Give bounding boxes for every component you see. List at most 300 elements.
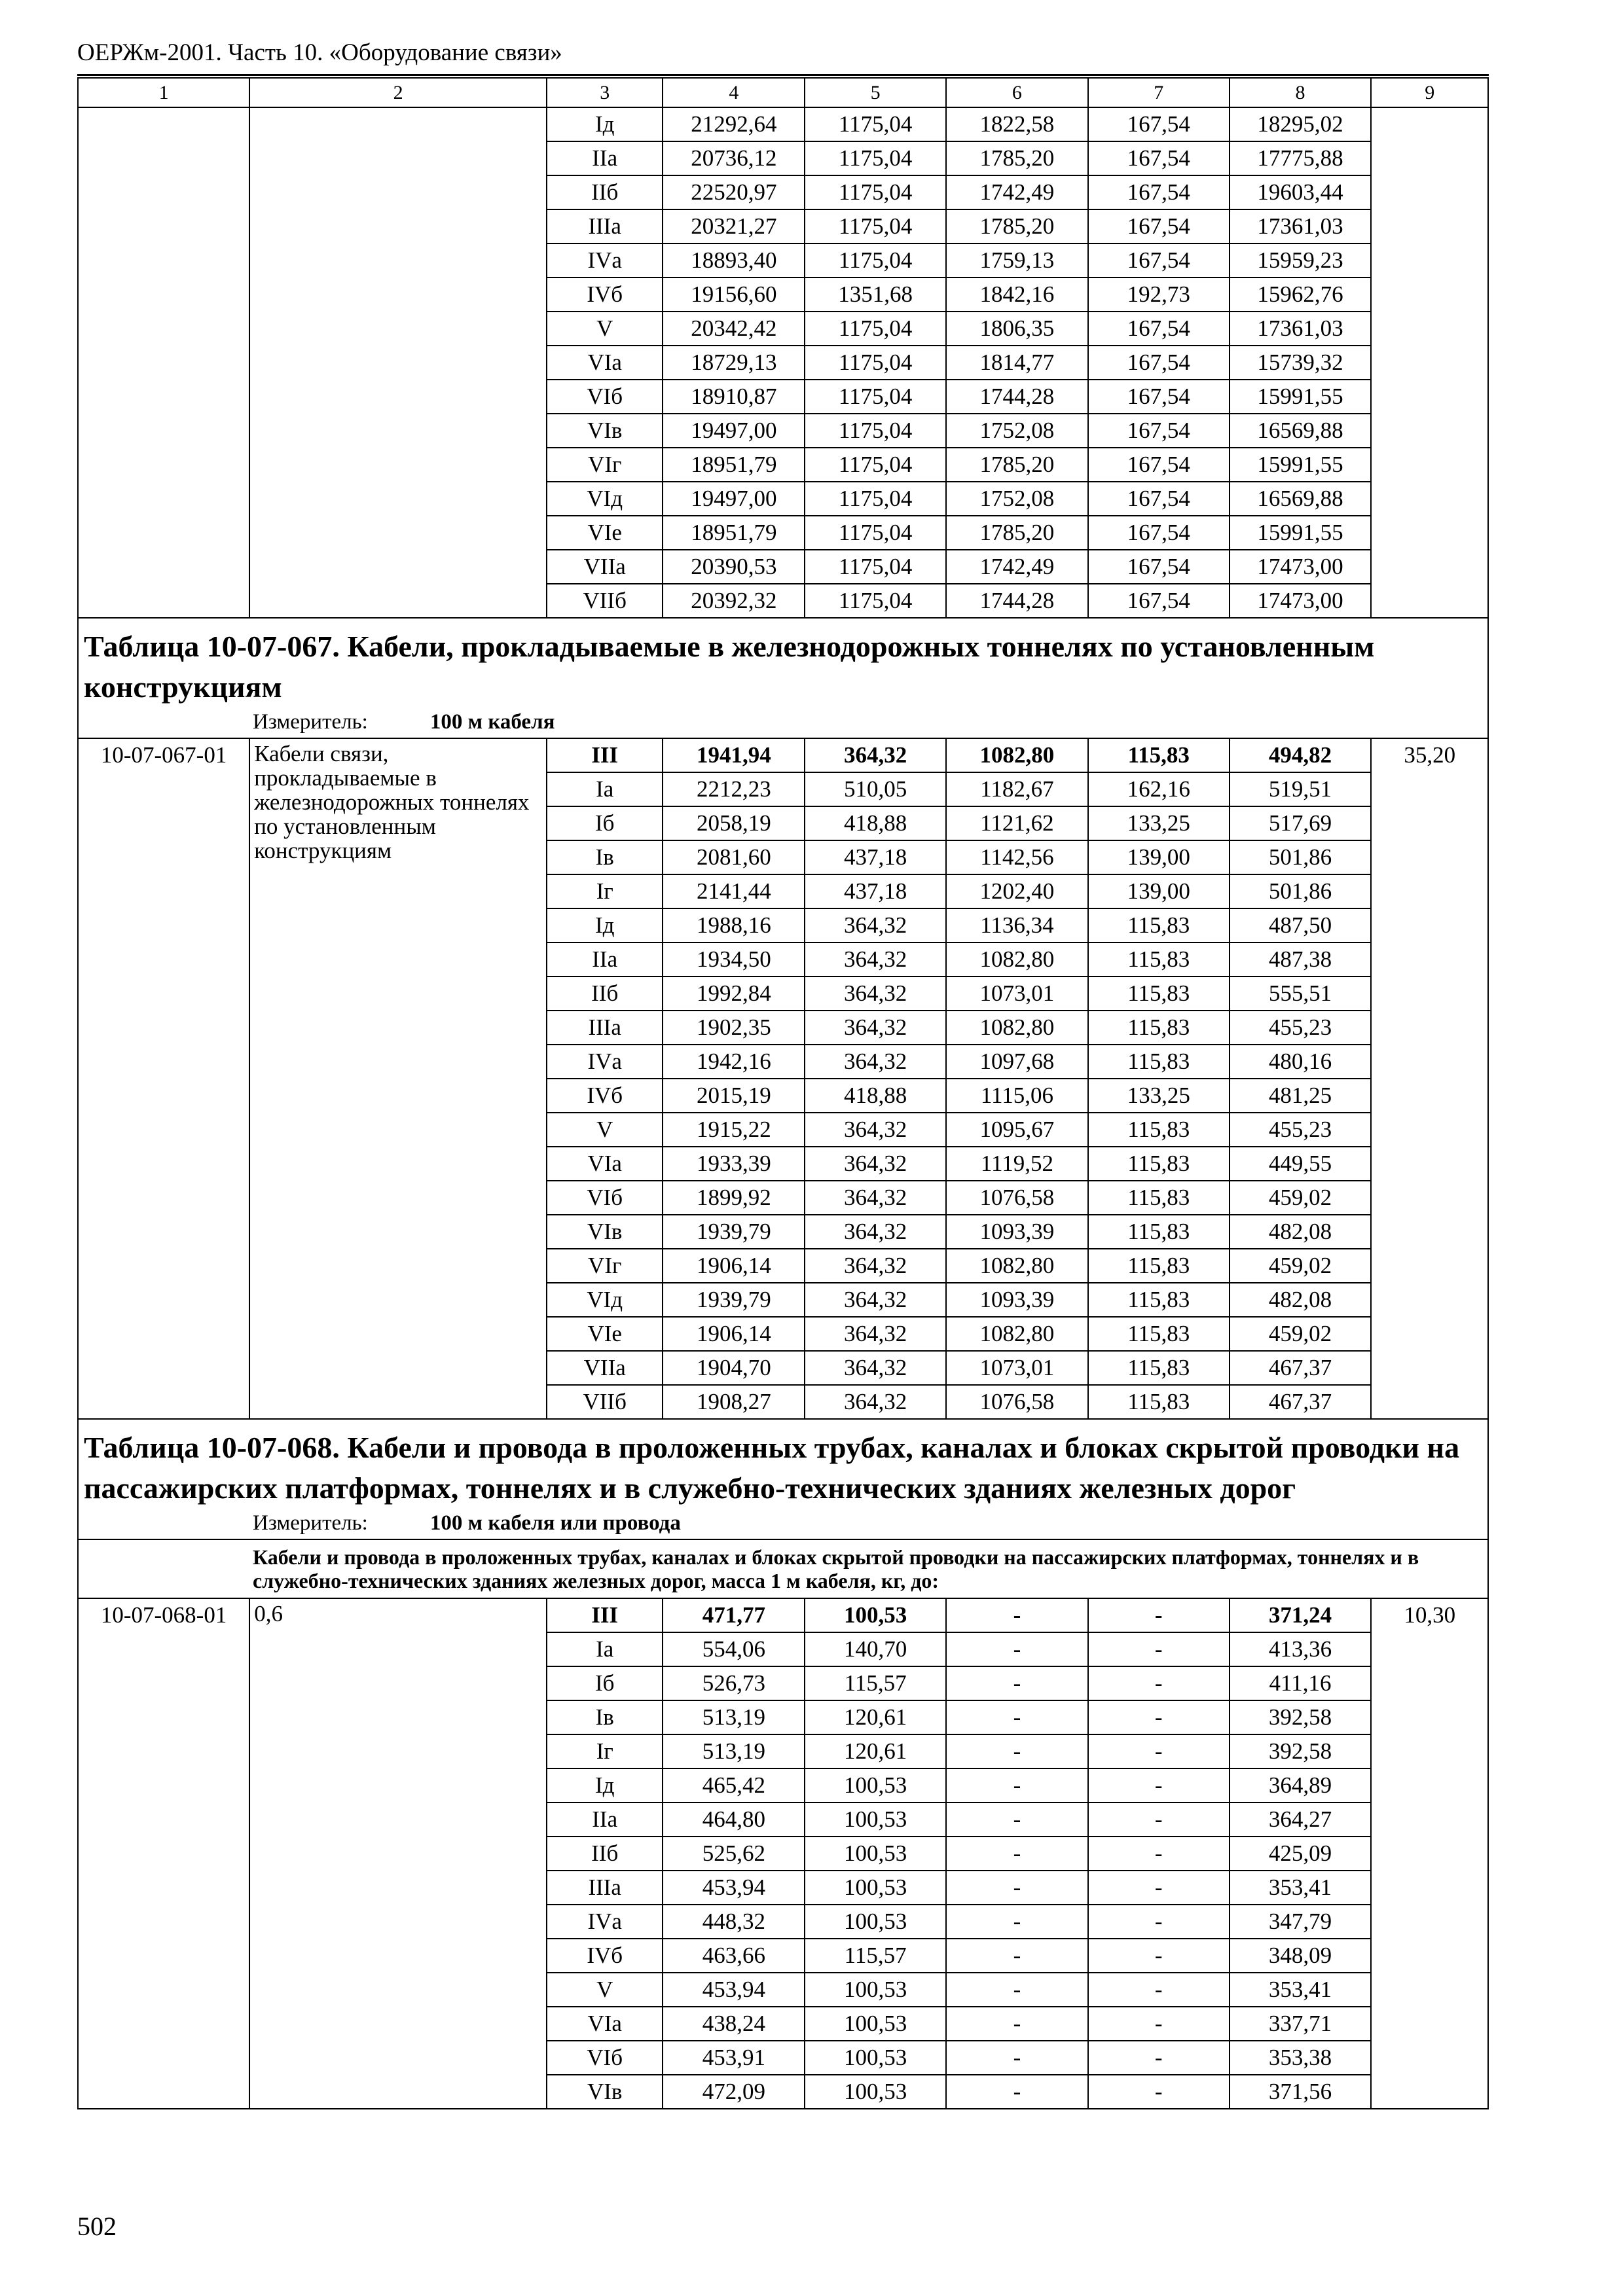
value-cell: 526,73 (663, 1666, 805, 1700)
value-cell: 17361,03 (1230, 209, 1372, 243)
value-cell: 100,53 (805, 1871, 946, 1905)
value-cell: 482,08 (1230, 1283, 1372, 1317)
value-cell: 1742,49 (946, 550, 1088, 584)
value-cell: 115,83 (1088, 1181, 1230, 1215)
zone-cell: VIIа (547, 1351, 663, 1385)
value-cell: 17473,00 (1230, 550, 1372, 584)
value-cell: 167,54 (1088, 175, 1230, 209)
value-cell: 364,32 (805, 1011, 946, 1045)
value-cell: - (946, 1700, 1088, 1734)
value-cell: 1082,80 (946, 1317, 1088, 1351)
value-cell: 167,54 (1088, 209, 1230, 243)
value-cell: - (1088, 2041, 1230, 2075)
value-cell: 1785,20 (946, 141, 1088, 175)
value-cell: 18729,13 (663, 346, 805, 380)
value-cell: 1941,94 (663, 738, 805, 772)
value-cell: 162,16 (1088, 772, 1230, 806)
value-cell: 348,09 (1230, 1939, 1372, 1973)
rates-table (77, 77, 1489, 2109)
value-cell: 1202,40 (946, 874, 1088, 908)
value-cell: 115,83 (1088, 1385, 1230, 1419)
value-cell: - (1088, 1939, 1230, 1973)
value-cell: - (1088, 1666, 1230, 1700)
value-cell: 1785,20 (946, 516, 1088, 550)
value-cell: 453,91 (663, 2041, 805, 2075)
value-cell: 437,18 (805, 874, 946, 908)
measure-value: 100 м кабеля (429, 710, 555, 734)
value-cell: 20342,42 (663, 312, 805, 346)
value-cell: 438,24 (663, 2007, 805, 2041)
value-cell: 1097,68 (946, 1045, 1088, 1079)
column-number: 6 (946, 78, 1088, 107)
value-cell: 100,53 (805, 2075, 946, 2109)
value-cell: - (946, 1768, 1088, 1803)
value-cell: 1175,04 (805, 346, 946, 380)
zone-cell: VIг (547, 448, 663, 482)
value-cell: 482,08 (1230, 1215, 1372, 1249)
value-cell: 1093,39 (946, 1283, 1088, 1317)
value-cell: 437,18 (805, 840, 946, 874)
value-cell: 1175,04 (805, 584, 946, 618)
rate-code-cell: 10-07-068-01 (78, 1598, 249, 2109)
column-9-cell: 35,20 (1371, 738, 1488, 1419)
zone-cell: VIб (547, 1181, 663, 1215)
value-cell: 364,32 (805, 738, 946, 772)
value-cell: 1939,79 (663, 1283, 805, 1317)
zone-cell: Iв (547, 1700, 663, 1734)
value-cell: 115,83 (1088, 1283, 1230, 1317)
value-cell: - (946, 2007, 1088, 2041)
value-cell: 115,83 (1088, 1317, 1230, 1351)
zone-cell: Iд (547, 908, 663, 942)
zone-cell: IVа (547, 243, 663, 278)
value-cell: 1095,67 (946, 1113, 1088, 1147)
value-cell: 337,71 (1230, 2007, 1372, 2041)
zone-cell: Iб (547, 806, 663, 840)
value-cell: - (1088, 2007, 1230, 2041)
value-cell: 413,36 (1230, 1632, 1372, 1666)
value-cell: 1175,04 (805, 107, 946, 141)
value-cell: 459,02 (1230, 1317, 1372, 1351)
value-cell: 371,24 (1230, 1598, 1372, 1632)
value-cell: 472,09 (663, 2075, 805, 2109)
value-cell: - (946, 1803, 1088, 1837)
value-cell: 2081,60 (663, 840, 805, 874)
value-cell: 115,83 (1088, 942, 1230, 977)
table-title-cell (78, 618, 1488, 738)
value-cell: 115,83 (1088, 1045, 1230, 1079)
column-number: 8 (1230, 78, 1372, 107)
value-cell: - (1088, 2075, 1230, 2109)
value-cell: 392,58 (1230, 1700, 1372, 1734)
value-cell: 519,51 (1230, 772, 1372, 806)
value-cell: 364,32 (805, 942, 946, 977)
zone-cell: VIа (547, 2007, 663, 2041)
value-cell: 1906,14 (663, 1317, 805, 1351)
value-cell: 465,42 (663, 1768, 805, 1803)
value-cell: 115,57 (805, 1939, 946, 1973)
value-cell: 18951,79 (663, 448, 805, 482)
value-cell: 467,37 (1230, 1351, 1372, 1385)
value-cell: 1175,04 (805, 550, 946, 584)
subheading-cell: Кабели и провода в проложенных трубах, каналах и блоках скрытой проводки на пассажирских платформах, тоннелях и в служебно-технических зданиях железных дорог, масса 1 м кабеля, кг, до: (78, 1539, 1488, 1598)
zone-cell: VIе (547, 1317, 663, 1351)
table-row (78, 1598, 1488, 1632)
value-cell: 19603,44 (1230, 175, 1372, 209)
page-number: 502 (77, 2212, 117, 2241)
measure-line (253, 1509, 1482, 1537)
value-cell: 1785,20 (946, 209, 1088, 243)
value-cell: 17775,88 (1230, 141, 1372, 175)
value-cell: 18295,02 (1230, 107, 1372, 141)
value-cell: 1175,04 (805, 209, 946, 243)
zone-cell: VIв (547, 414, 663, 448)
table-title: Таблица 10-07-068. Кабели и провода в проложенных трубах, каналах и блоках скрытой проводки на пассажирских платформах, тоннелях и в служебно-технических зданиях железных дорог (84, 1431, 1460, 1505)
rate-description-cell (249, 107, 547, 618)
value-cell: - (946, 1905, 1088, 1939)
value-cell: 1076,58 (946, 1181, 1088, 1215)
value-cell: 364,32 (805, 1113, 946, 1147)
column-number: 7 (1088, 78, 1230, 107)
column-number: 1 (78, 78, 249, 107)
value-cell: 463,66 (663, 1939, 805, 1973)
value-cell: 487,38 (1230, 942, 1372, 977)
value-cell: 115,83 (1088, 977, 1230, 1011)
value-cell: 16569,88 (1230, 482, 1372, 516)
value-cell: 115,83 (1088, 1215, 1230, 1249)
zone-cell: IIб (547, 175, 663, 209)
value-cell: 449,55 (1230, 1147, 1372, 1181)
measure-line (253, 708, 1482, 736)
zone-cell: VIд (547, 482, 663, 516)
value-cell: 1136,34 (946, 908, 1088, 942)
column-number: 4 (663, 78, 805, 107)
value-cell: 100,53 (805, 1598, 946, 1632)
value-cell: 525,62 (663, 1837, 805, 1871)
value-cell: 481,25 (1230, 1079, 1372, 1113)
value-cell: 15739,32 (1230, 346, 1372, 380)
value-cell: 120,61 (805, 1734, 946, 1768)
value-cell: 1121,62 (946, 806, 1088, 840)
value-cell: 459,02 (1230, 1249, 1372, 1283)
value-cell: - (946, 1939, 1088, 1973)
zone-cell: IIIа (547, 1871, 663, 1905)
value-cell: - (1088, 1734, 1230, 1768)
value-cell: 1759,13 (946, 243, 1088, 278)
value-cell: 1175,04 (805, 312, 946, 346)
column-9-cell: 10,30 (1371, 1598, 1488, 2109)
value-cell: 100,53 (805, 2041, 946, 2075)
value-cell: 364,32 (805, 908, 946, 942)
value-cell: 167,54 (1088, 312, 1230, 346)
value-cell: 2015,19 (663, 1079, 805, 1113)
value-cell: 139,00 (1088, 840, 1230, 874)
value-cell: 513,19 (663, 1700, 805, 1734)
value-cell: 133,25 (1088, 1079, 1230, 1113)
value-cell: 1093,39 (946, 1215, 1088, 1249)
value-cell: 1175,04 (805, 482, 946, 516)
value-cell: 1752,08 (946, 414, 1088, 448)
value-cell: 100,53 (805, 1837, 946, 1871)
table-title-row (78, 1419, 1488, 1539)
header-rule (77, 74, 1489, 76)
value-cell: 364,32 (805, 1181, 946, 1215)
value-cell: 2058,19 (663, 806, 805, 840)
value-cell: 139,00 (1088, 874, 1230, 908)
value-cell: 19497,00 (663, 482, 805, 516)
value-cell: 115,83 (1088, 1351, 1230, 1385)
value-cell: 15959,23 (1230, 243, 1372, 278)
value-cell: 455,23 (1230, 1011, 1372, 1045)
zone-cell: VIд (547, 1283, 663, 1317)
zone-cell: VIа (547, 1147, 663, 1181)
value-cell: 22520,97 (663, 175, 805, 209)
value-cell: 1992,84 (663, 977, 805, 1011)
value-cell: 517,69 (1230, 806, 1372, 840)
value-cell: 115,83 (1088, 908, 1230, 942)
value-cell: 501,86 (1230, 874, 1372, 908)
value-cell: 487,50 (1230, 908, 1372, 942)
value-cell: 133,25 (1088, 806, 1230, 840)
value-cell: 167,54 (1088, 584, 1230, 618)
value-cell: 2141,44 (663, 874, 805, 908)
measure-label: Измеритель: (253, 1511, 368, 1535)
value-cell: 100,53 (805, 1973, 946, 2007)
value-cell: 364,32 (805, 1147, 946, 1181)
page-header: ОЕРЖм-2001. Часть 10. «Оборудование связи» (77, 39, 562, 66)
zone-cell: VIIа (547, 550, 663, 584)
value-cell: 1785,20 (946, 448, 1088, 482)
value-cell: 353,41 (1230, 1973, 1372, 2007)
value-cell: 100,53 (805, 1768, 946, 1803)
table-row (78, 738, 1488, 772)
zone-cell: Iа (547, 772, 663, 806)
value-cell: - (946, 1666, 1088, 1700)
value-cell: 411,16 (1230, 1666, 1372, 1700)
value-cell: 115,57 (805, 1666, 946, 1700)
zone-cell: VIIб (547, 1385, 663, 1419)
value-cell: - (946, 2041, 1088, 2075)
value-cell: 480,16 (1230, 1045, 1372, 1079)
value-cell: 1899,92 (663, 1181, 805, 1215)
value-cell: 1073,01 (946, 977, 1088, 1011)
measure-label: Измеритель: (253, 710, 368, 734)
value-cell: 115,83 (1088, 1147, 1230, 1181)
value-cell: 364,32 (805, 1317, 946, 1351)
value-cell: 364,32 (805, 1385, 946, 1419)
value-cell: 1175,04 (805, 380, 946, 414)
value-cell: 453,94 (663, 1871, 805, 1905)
value-cell: 364,32 (805, 1045, 946, 1079)
value-cell: 15991,55 (1230, 448, 1372, 482)
value-cell: 1082,80 (946, 738, 1088, 772)
value-cell: 371,56 (1230, 2075, 1372, 2109)
value-cell: 2212,23 (663, 772, 805, 806)
value-cell: 1115,06 (946, 1079, 1088, 1113)
value-cell: - (946, 1871, 1088, 1905)
value-cell: 364,32 (805, 1249, 946, 1283)
value-cell: 1073,01 (946, 1351, 1088, 1385)
value-cell: 167,54 (1088, 448, 1230, 482)
column-number: 3 (547, 78, 663, 107)
value-cell: 448,32 (663, 1905, 805, 1939)
value-cell: 1744,28 (946, 584, 1088, 618)
value-cell: 1175,04 (805, 175, 946, 209)
column-number: 5 (805, 78, 946, 107)
value-cell: 1119,52 (946, 1147, 1088, 1181)
zone-cell: Iд (547, 1768, 663, 1803)
zone-cell: IVа (547, 1905, 663, 1939)
value-cell: 1806,35 (946, 312, 1088, 346)
table-title: Таблица 10-07-067. Кабели, прокладываемые в железнодорожных тоннелях по установленным конструкциям (84, 630, 1375, 704)
value-cell: 1175,04 (805, 243, 946, 278)
value-cell: 115,83 (1088, 1249, 1230, 1283)
value-cell: - (1088, 1598, 1230, 1632)
value-cell: 115,83 (1088, 738, 1230, 772)
value-cell: 167,54 (1088, 243, 1230, 278)
value-cell: 100,53 (805, 2007, 946, 2041)
value-cell: 18910,87 (663, 380, 805, 414)
rate-description-cell: Кабели связи, прокладываемые в железнодорожных тоннелях по установленным конструкциям (249, 738, 547, 1419)
value-cell: 1742,49 (946, 175, 1088, 209)
value-cell: 364,32 (805, 1351, 946, 1385)
zone-cell: Iд (547, 107, 663, 141)
value-cell: - (946, 1973, 1088, 2007)
zone-cell: IIIа (547, 209, 663, 243)
zone-cell: Iа (547, 1632, 663, 1666)
zone-cell: VIв (547, 1215, 663, 1249)
value-cell: - (1088, 1973, 1230, 2007)
value-cell: 20321,27 (663, 209, 805, 243)
value-cell: - (1088, 1700, 1230, 1734)
value-cell: 15991,55 (1230, 516, 1372, 550)
value-cell: - (946, 1598, 1088, 1632)
value-cell: 467,37 (1230, 1385, 1372, 1419)
value-cell: 353,38 (1230, 2041, 1372, 2075)
value-cell: 418,88 (805, 806, 946, 840)
value-cell: - (946, 1734, 1088, 1768)
value-cell: 100,53 (805, 1803, 946, 1837)
subheading-row (78, 1539, 1488, 1598)
value-cell: 167,54 (1088, 482, 1230, 516)
zone-cell: VIг (547, 1249, 663, 1283)
zone-cell: Iг (547, 1734, 663, 1768)
zone-cell: IVб (547, 1079, 663, 1113)
zone-cell: VIа (547, 346, 663, 380)
value-cell: 1082,80 (946, 942, 1088, 977)
value-cell: 1351,68 (805, 278, 946, 312)
zone-cell: Iб (547, 1666, 663, 1700)
zone-cell: IIб (547, 977, 663, 1011)
value-cell: 18893,40 (663, 243, 805, 278)
rate-code-cell: 10-07-067-01 (78, 738, 249, 1419)
value-cell: 1142,56 (946, 840, 1088, 874)
value-cell: 17473,00 (1230, 584, 1372, 618)
value-cell: 364,27 (1230, 1803, 1372, 1837)
value-cell: 120,61 (805, 1700, 946, 1734)
value-cell: 1082,80 (946, 1249, 1088, 1283)
value-cell: 555,51 (1230, 977, 1372, 1011)
value-cell: 1744,28 (946, 380, 1088, 414)
value-cell: 20736,12 (663, 141, 805, 175)
zone-cell: V (547, 1113, 663, 1147)
value-cell: 392,58 (1230, 1734, 1372, 1768)
value-cell: 501,86 (1230, 840, 1372, 874)
value-cell: 1988,16 (663, 908, 805, 942)
value-cell: 1814,77 (946, 346, 1088, 380)
value-cell: 1082,80 (946, 1011, 1088, 1045)
value-cell: - (946, 1837, 1088, 1871)
zone-cell: IVб (547, 278, 663, 312)
value-cell: 1175,04 (805, 516, 946, 550)
zone-cell: VIе (547, 516, 663, 550)
value-cell: 418,88 (805, 1079, 946, 1113)
column-number: 9 (1371, 78, 1488, 107)
value-cell: 510,05 (805, 772, 946, 806)
value-cell: 167,54 (1088, 516, 1230, 550)
value-cell: 453,94 (663, 1973, 805, 2007)
zone-cell: IIа (547, 942, 663, 977)
value-cell: 100,53 (805, 1905, 946, 1939)
value-cell: 115,83 (1088, 1011, 1230, 1045)
value-cell: 1182,67 (946, 772, 1088, 806)
value-cell: 1934,50 (663, 942, 805, 977)
value-cell: 15962,76 (1230, 278, 1372, 312)
value-cell: 140,70 (805, 1632, 946, 1666)
value-cell: 21292,64 (663, 107, 805, 141)
zone-cell: III (547, 1598, 663, 1632)
zone-cell: IIа (547, 1803, 663, 1837)
value-cell: 167,54 (1088, 107, 1230, 141)
value-cell: 1752,08 (946, 482, 1088, 516)
value-cell: 1915,22 (663, 1113, 805, 1147)
value-cell: - (946, 1632, 1088, 1666)
value-cell: 364,32 (805, 1215, 946, 1249)
value-cell: - (1088, 1803, 1230, 1837)
value-cell: 464,80 (663, 1803, 805, 1837)
zone-cell: Iв (547, 840, 663, 874)
zone-cell: IIб (547, 1837, 663, 1871)
value-cell: 1939,79 (663, 1215, 805, 1249)
zone-cell: IVб (547, 1939, 663, 1973)
value-cell: 16569,88 (1230, 414, 1372, 448)
value-cell: 554,06 (663, 1632, 805, 1666)
value-cell: 167,54 (1088, 380, 1230, 414)
zone-cell: VIб (547, 380, 663, 414)
value-cell: 1904,70 (663, 1351, 805, 1385)
value-cell: 167,54 (1088, 141, 1230, 175)
table-title-row (78, 618, 1488, 738)
value-cell: 1902,35 (663, 1011, 805, 1045)
value-cell: 1175,04 (805, 141, 946, 175)
value-cell: 1822,58 (946, 107, 1088, 141)
value-cell: 167,54 (1088, 550, 1230, 584)
value-cell: 347,79 (1230, 1905, 1372, 1939)
measure-value: 100 м кабеля или провода (429, 1511, 681, 1535)
value-cell: 513,19 (663, 1734, 805, 1768)
value-cell: 192,73 (1088, 278, 1230, 312)
value-cell: - (1088, 1768, 1230, 1803)
table-title-cell (78, 1419, 1488, 1539)
value-cell: 494,82 (1230, 738, 1372, 772)
value-cell: 15991,55 (1230, 380, 1372, 414)
rates-table-body (78, 78, 1488, 2109)
value-cell: 364,32 (805, 977, 946, 1011)
table-row (78, 107, 1488, 141)
value-cell: 20390,53 (663, 550, 805, 584)
zone-cell: V (547, 312, 663, 346)
value-cell: 1842,16 (946, 278, 1088, 312)
